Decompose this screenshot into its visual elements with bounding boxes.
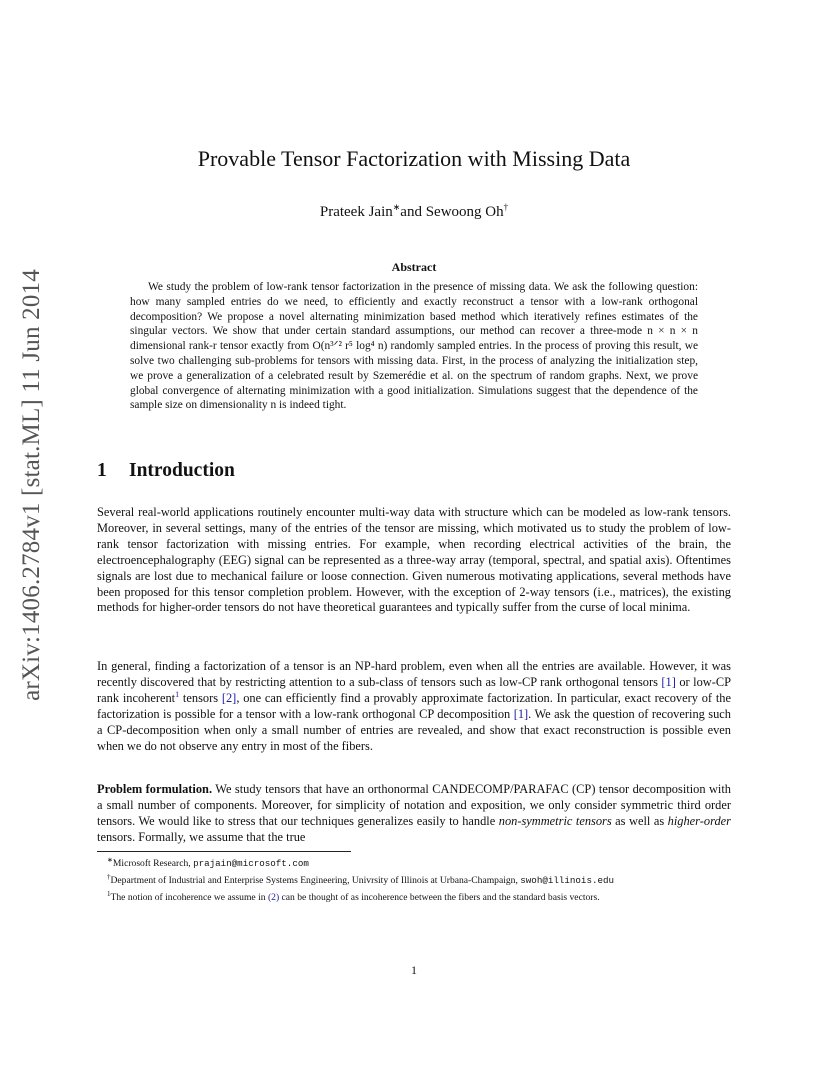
paragraph-lead: Problem formulation. xyxy=(97,782,213,796)
equation-link[interactable]: (2) xyxy=(267,891,280,903)
footnote-text: Department of Industrial and Enterprise Systems Engineering, Univrsity of Illinois at Urbana-Champaign, xyxy=(110,874,521,886)
author-name: and Sewoong Oh xyxy=(400,204,504,220)
paper-title: Provable Tensor Factorization with Missing Data xyxy=(197,146,631,171)
author-footnote-mark: ∗ xyxy=(392,202,401,212)
footnote xyxy=(97,888,731,905)
body-paragraph xyxy=(97,659,731,754)
paragraph-text: . We ask the question of recovering such a CP-decomposition when only a small number of entries are revealed, and show that exact reconstruction is possible even when we do not observe any entry in most of the fibers. xyxy=(97,706,731,753)
citation-link[interactable]: [2] xyxy=(221,690,237,705)
author-line xyxy=(96,202,732,221)
footnote-text: can be thought of as incoherence between the fibers and the standard basis vectors. xyxy=(279,891,600,903)
paragraph-text: or low-CP rank incoherent xyxy=(97,674,731,705)
abstract-heading: Abstract xyxy=(391,260,437,274)
paragraph-text: tensors xyxy=(179,690,222,705)
paragraph-text: In general, finding a factorization of a tensor is an NP-hard problem, even when all the entries are available. However, it was recently discovered that by restricting attention to a sub-class of tensors such as low-CP rank orthogonal tensors xyxy=(97,659,731,689)
footnote xyxy=(97,854,731,871)
page-number: 1 xyxy=(411,963,417,977)
citation-link[interactable]: [1] xyxy=(513,706,529,721)
body-paragraph: Several real-world applications routinely encounter multi-way data with structure which can be modeled as low-rank tensors. Moreover, in several settings, many of the entries of the tensor are missing, which motivated us to study the problem of low-rank tensor factorization with missing entries. For example, when recording electrical activities of the brain, the electroencephalography (EEG) signal can be represented as a three-way array (temporal, spectral, and spatial axis). Oftentimes signals are lost due to mechanical failure or loose connection. Given numerous motivating applications, several methods have been proposed for this tensor completion problem. However, with the exception of 2-way tensors (i.e., matrices), the existing methods for higher-order tensors do not have theoretical guarantees and typically suffer from the curse of local minima. xyxy=(97,505,731,615)
footnote-mark: † xyxy=(107,872,111,881)
footnote xyxy=(97,871,731,888)
paragraph-emphasis: higher-order xyxy=(667,813,731,828)
section-number: 1 xyxy=(97,460,107,481)
footnote-mark: 1 xyxy=(107,889,111,898)
footnotes xyxy=(97,854,731,904)
arxiv-identifier-text: arXiv:1406.2784v1 [stat.ML] 11 Jun 2014 xyxy=(18,269,45,701)
paragraph-emphasis: non-symmetric tensors xyxy=(498,813,612,828)
section-heading xyxy=(97,460,235,482)
footnote-mark: ∗ xyxy=(107,856,113,864)
paragraph-text: tensors. Formally, we assume that the true xyxy=(97,829,306,844)
paragraph-text: We study tensors that have an orthonormal CANDECOMP/PARAFAC (CP) tensor decomposition with a small number of components. Moreover, for simplicity of notation and exposition, we only consider symmetric third order tensors. We would like to stress that our techniques generalizes easily to handle xyxy=(97,782,731,828)
author-email: prajain@microsoft.com xyxy=(193,858,309,870)
abstract-text: We study the problem of low-rank tensor factorization in the presence of missing data. We ask the following question: how many sampled entries do we need, to efficiently and exactly reconstruct a tensor with a low-rank orthogonal decomposition? We propose a novel alternating minimization based method which iteratively refines estimates of the singular vectors. We show that under certain standard assumptions, our method can recover a three-mode n × n × n dimensional rank-r tensor exactly from O(n³ᐟ² r⁵ log⁴ n) randomly sampled entries. In the process of proving this result, we solve two challenging sub-problems for tensors with missing data. First, in the process of analyzing the initialization step, we prove a generalization of a celebrated result by Szemerédie et al. on the spectrum of random graphs. Next, we prove global convergence of alternating minimization with a good initialization. Simulations suggest that the dependence of the sample size on dimensionality n is indeed tight. xyxy=(130,281,698,412)
footnote-text: Microsoft Research, xyxy=(112,858,194,870)
author-footnote-mark: † xyxy=(503,202,509,212)
author-email: swoh@illinois.edu xyxy=(520,874,615,886)
paragraph-text: as well as xyxy=(611,813,668,828)
footnote-text: The notion of incoherence we assume in xyxy=(110,891,268,903)
arxiv-identifier xyxy=(0,269,64,701)
footnote-link[interactable]: 1 xyxy=(175,689,180,699)
author-name: Prateek Jain xyxy=(319,204,393,220)
citation-link[interactable]: [1] xyxy=(661,674,676,689)
body-paragraph xyxy=(97,782,731,846)
section-title: Introduction xyxy=(129,460,235,481)
footnote-divider xyxy=(97,851,351,852)
paragraph-text: , one can efficiently find a provably approximate factorization. In particular, exact recovery of the factorization is possible for a tensor with a low-rank orthogonal CP decomposition xyxy=(97,690,731,721)
